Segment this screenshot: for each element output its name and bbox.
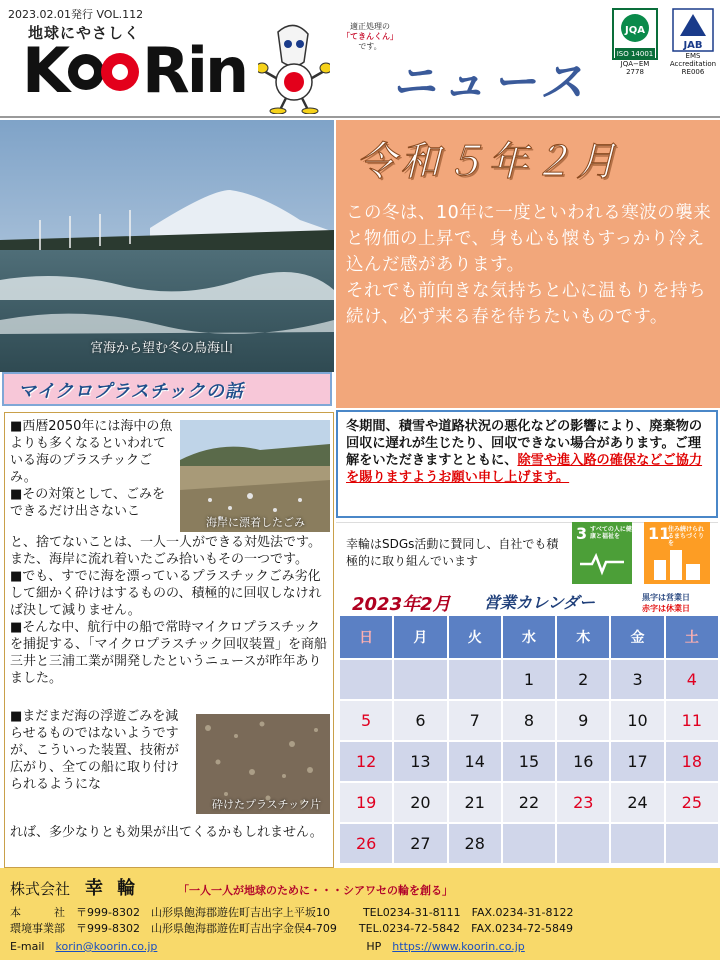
city-buildings-icon bbox=[652, 546, 702, 580]
calendar-day: 19 bbox=[339, 782, 393, 823]
section-tag-label: マイクロプラスチックの話 bbox=[18, 381, 244, 402]
calendar-day: 12 bbox=[339, 741, 393, 782]
sdg3-label: すべての人に健康と福祉を bbox=[590, 526, 632, 540]
sdg11-number: 11 bbox=[648, 524, 671, 543]
bubble-highlight: 「てきんくん」 bbox=[342, 32, 398, 41]
date-title: 令和５年２月 bbox=[356, 139, 620, 185]
calendar-empty-cell bbox=[448, 659, 502, 700]
svg-text:K: K bbox=[22, 38, 68, 100]
calendar-note-business-days: 黒字は営業日 bbox=[642, 593, 690, 602]
tagline: 地球にやさしく bbox=[28, 24, 141, 42]
calendar-subtitle: 営業カレンダー bbox=[484, 593, 595, 612]
svg-text:JQA: JQA bbox=[625, 25, 645, 36]
calendar-day: 11 bbox=[665, 700, 719, 741]
calendar-week-row bbox=[339, 700, 719, 741]
calendar-week-row bbox=[339, 659, 719, 700]
calendar-day: 5 bbox=[339, 700, 393, 741]
calendar-day: 24 bbox=[610, 782, 664, 823]
calendar-title: 2023年2月 bbox=[352, 594, 451, 615]
hp-label: HP bbox=[366, 940, 382, 953]
calendar-empty-cell bbox=[339, 659, 393, 700]
calendar-day: 27 bbox=[393, 823, 447, 864]
calendar-empty-cell bbox=[610, 823, 664, 864]
calendar-week-row bbox=[339, 782, 719, 823]
sdg3-number: 3 bbox=[576, 524, 588, 543]
calendar-day: 10 bbox=[610, 700, 664, 741]
svg-text:Rin: Rin bbox=[142, 38, 247, 100]
calendar-day: 26 bbox=[339, 823, 393, 864]
calendar-day: 2 bbox=[556, 659, 610, 700]
calendar-day: 7 bbox=[448, 700, 502, 741]
cert2-label: JAB bbox=[683, 40, 703, 51]
calendar-week-row bbox=[339, 823, 719, 864]
email-link[interactable]: korin@koorin.co.jp bbox=[55, 940, 158, 953]
calendar-day: 6 bbox=[393, 700, 447, 741]
weekday-header: 土 bbox=[665, 615, 719, 659]
heartbeat-icon bbox=[580, 548, 624, 578]
weekday-header: 水 bbox=[502, 615, 556, 659]
photo1-caption: 宮海から望む冬の鳥海山 bbox=[90, 341, 234, 356]
calendar-week-row bbox=[339, 741, 719, 782]
sdgs-text: 幸輪はSDGs活動に賛同し、自社でも積極的に取り組んでいます bbox=[346, 537, 559, 568]
sdg-goal-11-icon bbox=[644, 522, 710, 584]
intro-text: この冬は、10年に一度といわれる寒波の襲来と物価の上昇で、身も心も懐もすっかり冷え込んだ感があります。 それでも前向きな気持ちと心に温もりを持ち続け、必ず来る春を待ちたいものです。 bbox=[346, 203, 712, 327]
calendar-day: 15 bbox=[502, 741, 556, 782]
calendar-day: 18 bbox=[665, 741, 719, 782]
calendar-day: 9 bbox=[556, 700, 610, 741]
news-title: ニュース bbox=[392, 57, 590, 108]
sdg11-label: 住み続けられるまちづくりを bbox=[668, 526, 705, 547]
calendar-day: 22 bbox=[502, 782, 556, 823]
calendar-empty-cell bbox=[556, 823, 610, 864]
business-calendar bbox=[338, 614, 720, 865]
calendar-day: 25 bbox=[665, 782, 719, 823]
weekday-header: 日 bbox=[339, 615, 393, 659]
calendar-empty-cell bbox=[665, 823, 719, 864]
calendar-day: 17 bbox=[610, 741, 664, 782]
winter-sea-photo bbox=[0, 120, 334, 372]
calendar-weekday-row bbox=[339, 615, 719, 659]
weekday-header: 木 bbox=[556, 615, 610, 659]
weekday-header: 金 bbox=[610, 615, 664, 659]
calendar-day: 20 bbox=[393, 782, 447, 823]
environment-division-address: 環境事業部 〒999-8302 山形県飽海郡遊佐町吉出字金俣4-709 TEL.0234-72-5842 FAX.0234-72-5849 bbox=[10, 922, 573, 935]
article-para-d: れば、多少なりとも効果が出てくるかもしれません。 bbox=[10, 825, 323, 840]
article-para-b: と、捨てないことは、一人一人ができる対処法です。また、海岸に流れ着いたごみ拾いもその一つです。 ■でも、すでに海を漂っているプラスチックごみ劣化して細かく砕けはするものの、積極的に回収しなければ決して減りません。 ■そんな中、航行中の船で常時マイクロプラスチックを捕捉する、「マイクロプラスチック回収装置」を商船三井と三浦工業が開発したというニュースが昨年ありました。 bbox=[10, 535, 327, 686]
calendar-day: 14 bbox=[448, 741, 502, 782]
notice-text: 冬期間、積雪や道路状況の悪化などの影響により、廃棄物の回収に遅れが生じたり、回収できない場合があります。ご理解をいただきますとともに、 bbox=[346, 419, 703, 468]
cert2-caption: EMS Accreditation RE006 bbox=[669, 52, 717, 76]
photo2-caption: 海岸に漂着したごみ bbox=[206, 516, 305, 529]
company-name bbox=[10, 874, 139, 900]
weekday-header: 月 bbox=[393, 615, 447, 659]
calendar-day: 3 bbox=[610, 659, 664, 700]
article-para-c: ■まだまだ海の浮遊ごみを減らせるものではないようですが、こういった装置、技術が広がり、全ての船に取り付けられるようにな bbox=[10, 709, 180, 792]
calendar-empty-cell bbox=[502, 823, 556, 864]
mascot-icon bbox=[258, 22, 330, 114]
bubble-line1: 適正処理の bbox=[350, 22, 390, 31]
company-slogan: 「一人一人が地球のために・・・シアワセの輪を創る」 bbox=[178, 884, 453, 897]
calendar-day: 13 bbox=[393, 741, 447, 782]
service-notice bbox=[336, 410, 718, 518]
koorin-logo bbox=[22, 38, 248, 100]
issue-info: 2023.02.01発行 VOL.112 bbox=[8, 8, 144, 21]
sdg-goal-3-icon bbox=[572, 522, 632, 584]
jab-accreditation-icon bbox=[672, 8, 714, 52]
cert1-caption: JQA−EM 2778 bbox=[620, 60, 650, 76]
weekday-header: 火 bbox=[448, 615, 502, 659]
photo3-caption: 砕けたプラスチック片 bbox=[212, 798, 322, 811]
calendar-note-holidays: 赤字は休業日 bbox=[642, 604, 690, 613]
contact-line bbox=[10, 938, 525, 954]
head-office-address: 本 社 〒999-8302 山形県飽海郡遊佐町吉出字上平坂10 TEL0234-31-8111 FAX.0234-31-8122 bbox=[10, 906, 574, 919]
cert1-label: ISO 14001 bbox=[616, 50, 654, 58]
article-para-a: ■西暦2050年には海中の魚よりも多くなるといわれている海のプラスチックごみ。 ■その対策として、ごみをできるだけ出さないこ bbox=[10, 419, 173, 519]
website-link[interactable]: https://www.koorin.co.jp bbox=[392, 940, 525, 953]
calendar-empty-cell bbox=[393, 659, 447, 700]
calendar-day: 16 bbox=[556, 741, 610, 782]
calendar-day: 4 bbox=[665, 659, 719, 700]
calendar-day: 23 bbox=[556, 782, 610, 823]
calendar-day: 28 bbox=[448, 823, 502, 864]
bubble-line2: です。 bbox=[358, 42, 382, 51]
calendar-day: 1 bbox=[502, 659, 556, 700]
company-prefix: 株式会社 bbox=[10, 880, 71, 898]
notice-request-text: 除雪や進入路の確保などご協力を賜りますようお願い申し上げます。 bbox=[346, 453, 703, 485]
calendar-day: 21 bbox=[448, 782, 502, 823]
company-brand: 幸 輪 bbox=[85, 878, 140, 899]
iso-certification-icon bbox=[612, 8, 658, 60]
email-label: E-mail bbox=[10, 940, 45, 953]
calendar-day: 8 bbox=[502, 700, 556, 741]
